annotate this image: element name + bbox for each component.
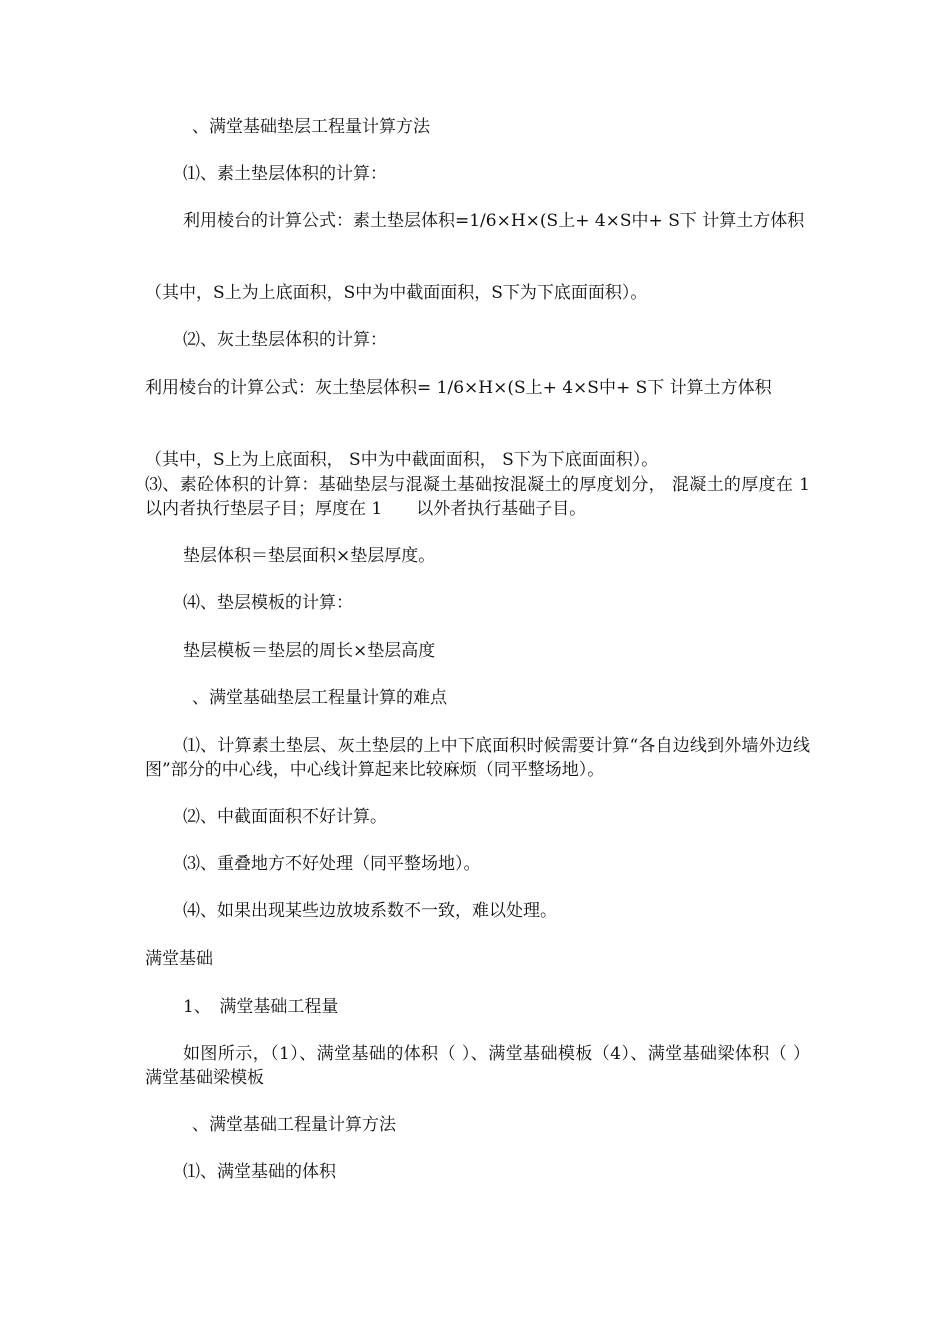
formula-cushion-volume: 垫层体积＝垫层面积×垫层厚度。 [183, 546, 436, 566]
formula-plain-soil-volume: 利用棱台的计算公式：素土垫层体积=1/6×H×(S上+ 4×S中+ S下 计算土方体积 [183, 211, 805, 231]
difficulty-2: ⑵、中截面面积不好计算。 [183, 807, 387, 827]
item-lime-soil-cushion: ⑵、灰土垫层体积的计算： [183, 330, 387, 350]
raft-quantity-description: 如图所示，（1）、满堂基础的体积（ ）、满堂基础模板（4）、满堂基础梁体积（ ）满堂基础梁模板 [145, 1044, 810, 1088]
formula-lime-soil-volume: 利用棱台的计算公式：灰土垫层体积= 1/6×H×(S上+ 4×S中+ S下 计算土方体积 [145, 378, 772, 398]
item-raft-volume: ⑴、满堂基础的体积 [183, 1162, 336, 1182]
note-plain-soil-areas: （其中，S上为上底面积，S中为中截面面积，S下为下底面面积）。 [145, 283, 648, 303]
difficulty-3: ⑶、重叠地方不好处理（同平整场地）。 [183, 854, 481, 874]
subsection-raft-quantity: 1、 满堂基础工程量 [183, 997, 339, 1017]
item-plain-soil-cushion: ⑴、素土垫层体积的计算： [183, 164, 387, 184]
note-lime-soil-areas: （其中，S上为上底面积， S中为中截面面积， S下为下底面面积）。 [145, 450, 659, 470]
difficulty-4: ⑷、如果出现某些边放坡系数不一致，难以处理。 [183, 901, 557, 921]
section-heading-cushion-method: 、满堂基础垫层工程量计算方法 [192, 117, 430, 137]
section-heading-difficulties: 、满堂基础垫层工程量计算的难点 [192, 688, 447, 708]
section-title-raft-foundation: 满堂基础 [145, 949, 213, 969]
item-plain-concrete-volume: ⑶、素砼体积的计算：基础垫层与混凝土基础按混凝土的厚度划分， 混凝土的厚度在 1 以内者执行垫层子目；厚度在 1 以外者执行基础子目。 [145, 475, 844, 519]
difficulty-1: ⑴、计算素土垫层、灰土垫层的上中下底面积时候需要计算“各自边线到外墙外边线图”部分的中心线，中心线计算起来比较麻烦（同平整场地）。 [145, 736, 810, 780]
section-heading-raft-method: 、满堂基础工程量计算方法 [192, 1115, 396, 1135]
item-cushion-formwork: ⑷、垫层模板的计算： [183, 593, 353, 613]
formula-cushion-formwork: 垫层模板＝垫层的周长×垫层高度 [183, 641, 436, 661]
